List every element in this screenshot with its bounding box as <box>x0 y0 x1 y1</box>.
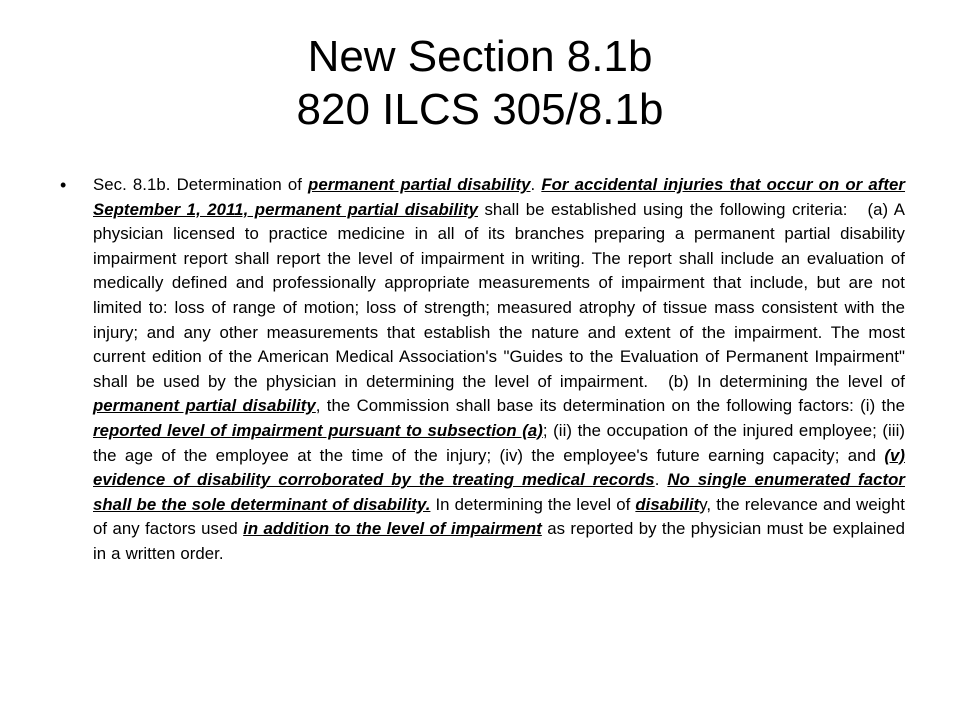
text-segment: . <box>530 175 542 194</box>
text-segment: , the Commission shall base its determination on the following factors: (i) the <box>315 396 905 416</box>
emphasis-segment: reported level of impairment pursuant to subsection (a) <box>93 420 543 440</box>
bullet-icon: • <box>60 175 67 195</box>
emphasis-segment: (v) evidence of disability corroborated by the treating medical records <box>93 445 905 490</box>
text-segment: (b) In determining the level of <box>668 371 905 391</box>
text-segment: y, the relevance and weight of any factors used <box>93 494 905 539</box>
statute-text <box>93 173 905 567</box>
text-segment: Sec. 8.1b. Determination of <box>93 175 309 194</box>
text-segment: (a) A physician licensed to practice medicine in all of its branches preparing a permanent partial disability impairment report shall report the level of impairment in writing. The report shall include an evaluation of medically defined and professionally appropriate measurements of impairment that include, but are not limited to: loss of range of motion; loss of strength; measured atrophy of tissue mass consistent with the injury; and any other measurements that establish the nature and extent of the impairment. The most current edition of the American Medical Association's "Guides to the Evaluation of Permanent Impairment" shall be used by the physician in determining the level of impairment. <box>93 199 905 391</box>
text-segment: shall be established using the following criteria: <box>477 199 848 219</box>
emphasis-segment: in addition to the level of impairment <box>243 519 542 539</box>
slide-title <box>60 30 900 136</box>
text-segment: . <box>654 470 668 490</box>
emphasis-segment: permanent partial disability <box>308 175 531 194</box>
emphasis-segment: disabilit <box>635 494 700 514</box>
emphasis-segment: For accidental injuries that occur on or after September 1, 2011, permanent partial disability <box>93 175 906 219</box>
emphasis-segment: permanent partial disability <box>93 396 316 416</box>
text-segment: ; (ii) the occupation of the injured employee; (iii) the age of the employee at the time of the injury; (iv) the employee's future earning capacity; and <box>93 420 906 465</box>
title-line-1: New Section 8.1b <box>307 32 653 81</box>
text-segment: as reported by the physician must be explained in a written order. <box>93 519 905 563</box>
slide-body <box>60 173 905 567</box>
title-line-2: 820 ILCS 305/8.1b <box>296 85 664 134</box>
text-segment: In determining the level of <box>430 494 636 514</box>
bullet-item <box>60 173 905 567</box>
emphasis-segment: No single enumerated factor shall be the sole determinant of disability. <box>93 470 905 514</box>
